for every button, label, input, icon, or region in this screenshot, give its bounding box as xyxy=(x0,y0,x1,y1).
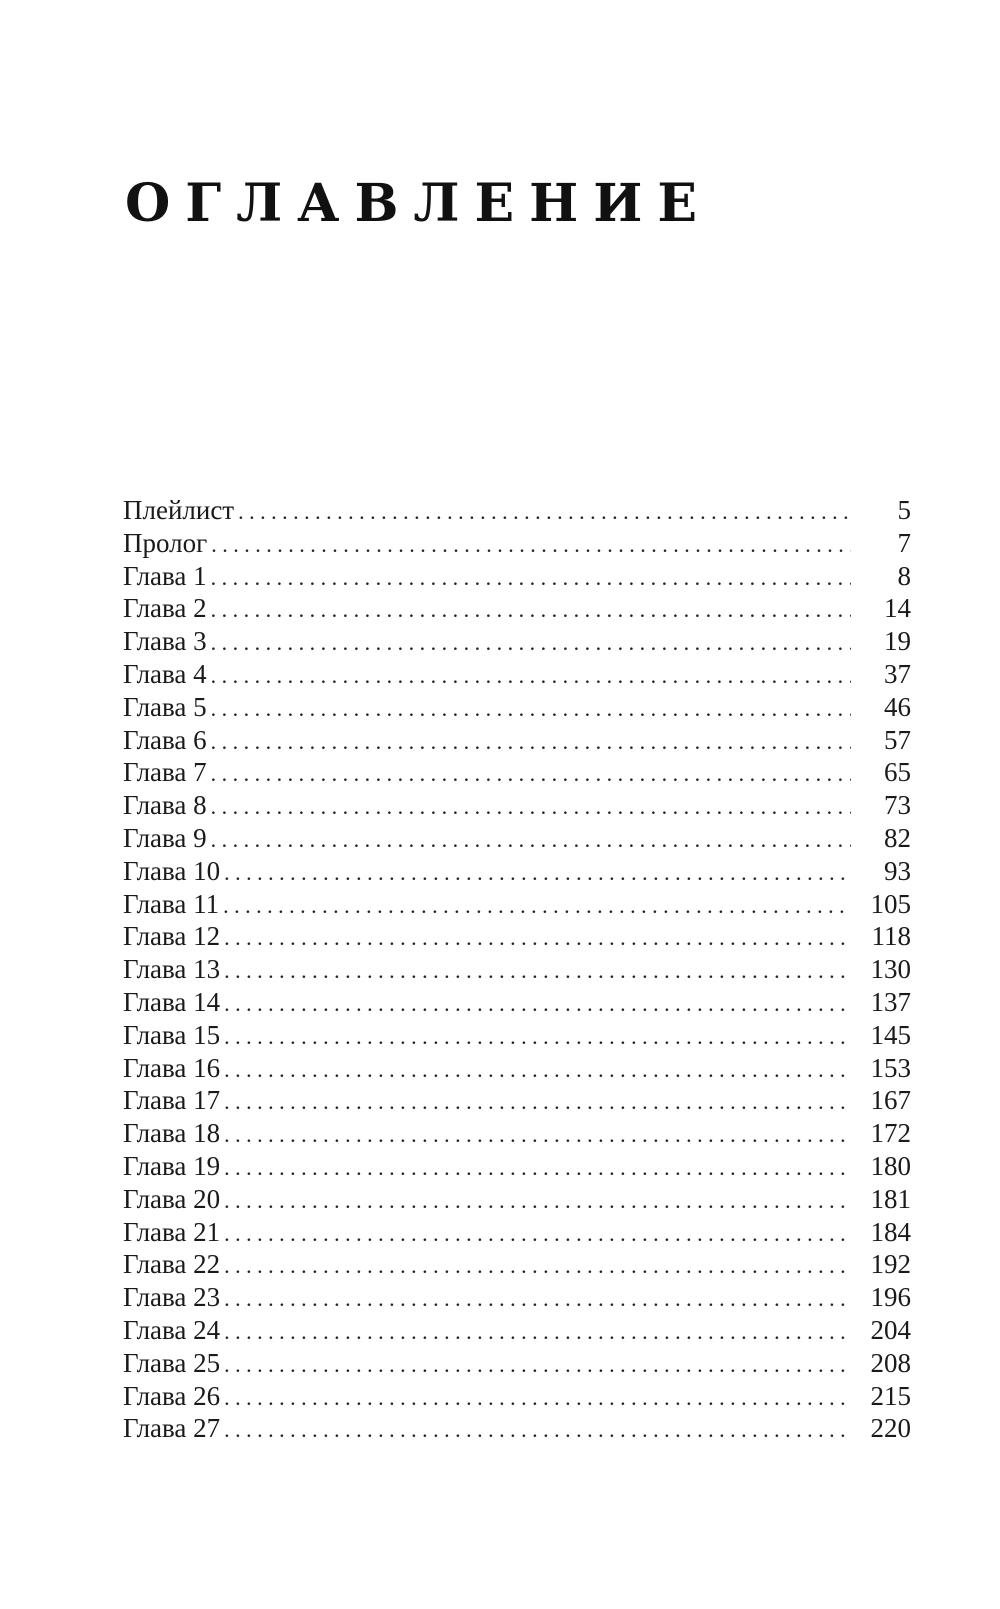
dot-leader xyxy=(224,1382,851,1415)
toc-entry-label: Глава 10 xyxy=(123,855,221,886)
toc-entry xyxy=(123,494,911,527)
toc-entry xyxy=(123,592,911,625)
toc-entry xyxy=(123,691,911,724)
toc-entry-label: Глава 6 xyxy=(123,724,207,755)
table-of-contents xyxy=(123,494,911,1445)
dot-leader xyxy=(211,693,851,726)
toc-entry-page-number: 145 xyxy=(870,1019,911,1050)
toc-entry-page-number: 220 xyxy=(870,1413,911,1444)
toc-entry-page-number: 215 xyxy=(870,1380,911,1411)
toc-entry-page-number: 82 xyxy=(884,822,911,853)
toc-entry-label: Глава 5 xyxy=(123,691,207,722)
toc-entry xyxy=(123,756,911,789)
toc-entry-page-number: 196 xyxy=(870,1282,911,1313)
dot-leader xyxy=(224,955,851,988)
toc-entry-label: Глава 27 xyxy=(123,1413,221,1444)
toc-entry xyxy=(123,1084,911,1117)
toc-entry-page-number: 153 xyxy=(870,1052,911,1083)
dot-leader xyxy=(211,726,851,759)
dot-leader xyxy=(223,890,851,923)
toc-entry xyxy=(123,888,911,921)
toc-entry-page-number: 8 xyxy=(897,560,911,591)
toc-entry-label: Глава 4 xyxy=(123,658,207,689)
toc-entry xyxy=(123,527,911,560)
toc-entry xyxy=(123,855,911,888)
toc-entry-label: Глава 20 xyxy=(123,1183,221,1214)
dot-leader xyxy=(224,1414,851,1447)
toc-entry-page-number: 184 xyxy=(870,1216,911,1247)
dot-leader xyxy=(224,1119,851,1152)
toc-entry-page-number: 46 xyxy=(884,691,911,722)
toc-entry-label: Глава 17 xyxy=(123,1085,221,1116)
dot-leader xyxy=(224,1152,851,1185)
toc-entry-page-number: 65 xyxy=(884,757,911,788)
toc-entry-page-number: 37 xyxy=(884,658,911,689)
toc-entry-label: Глава 12 xyxy=(123,921,221,952)
toc-entry-page-number: 130 xyxy=(870,954,911,985)
toc-entry xyxy=(123,658,911,691)
toc-entry xyxy=(123,1347,911,1380)
toc-entry-label: Глава 8 xyxy=(123,790,207,821)
toc-entry-label: Глава 25 xyxy=(123,1347,221,1378)
toc-entry xyxy=(123,1412,911,1445)
toc-entry-label: Глава 2 xyxy=(123,593,207,624)
toc-entry xyxy=(123,560,911,593)
toc-entry-page-number: 192 xyxy=(870,1249,911,1280)
toc-entry-label: Глава 22 xyxy=(123,1249,221,1280)
dot-leader xyxy=(211,627,851,660)
toc-entry-label: Глава 23 xyxy=(123,1282,221,1313)
dot-leader xyxy=(224,1349,851,1382)
dot-leader xyxy=(211,824,851,857)
dot-leader xyxy=(211,660,851,693)
dot-leader xyxy=(211,529,851,562)
dot-leader xyxy=(224,857,851,890)
toc-entry-label: Глава 15 xyxy=(123,1019,221,1050)
toc-entry-label: Глава 21 xyxy=(123,1216,221,1247)
toc-entry-page-number: 181 xyxy=(870,1183,911,1214)
toc-entry xyxy=(123,1314,911,1347)
toc-entry-page-number: 208 xyxy=(870,1347,911,1378)
toc-entry-page-number: 105 xyxy=(870,888,911,919)
dot-leader xyxy=(224,1283,851,1316)
toc-entry-label: Глава 26 xyxy=(123,1380,221,1411)
toc-entry xyxy=(123,986,911,1019)
toc-entry xyxy=(123,1150,911,1183)
toc-entry-page-number: 180 xyxy=(870,1150,911,1181)
dot-leader xyxy=(224,988,851,1021)
toc-entry xyxy=(123,1216,911,1249)
dot-leader xyxy=(224,1054,851,1087)
toc-entry-label: Глава 13 xyxy=(123,954,221,985)
dot-leader xyxy=(224,1185,851,1218)
dot-leader xyxy=(224,1086,851,1119)
toc-entry-page-number: 172 xyxy=(870,1118,911,1149)
dot-leader xyxy=(238,496,851,529)
toc-entry-page-number: 19 xyxy=(884,626,911,657)
toc-entry-page-number: 204 xyxy=(870,1314,911,1345)
dot-leader xyxy=(211,758,851,791)
toc-entry xyxy=(123,1019,911,1052)
dot-leader xyxy=(211,594,851,627)
page-title: ОГЛАВЛЕНИЕ xyxy=(125,173,712,234)
toc-entry-label: Глава 14 xyxy=(123,986,221,1017)
toc-entry-page-number: 167 xyxy=(870,1085,911,1116)
toc-entry-page-number: 14 xyxy=(884,593,911,624)
dot-leader xyxy=(211,562,851,595)
toc-entry xyxy=(123,724,911,757)
dot-leader xyxy=(211,791,851,824)
toc-entry-label: Глава 1 xyxy=(123,560,207,591)
toc-entry-page-number: 7 xyxy=(897,527,911,558)
toc-entry xyxy=(123,822,911,855)
toc-entry xyxy=(123,1380,911,1413)
toc-entry-page-number: 5 xyxy=(897,495,911,525)
toc-entry-page-number: 57 xyxy=(884,724,911,755)
toc-entry xyxy=(123,1183,911,1216)
toc-entry xyxy=(123,1117,911,1150)
toc-entry-label: Глава 9 xyxy=(123,822,207,853)
dot-leader xyxy=(224,1021,851,1054)
toc-entry-page-number: 93 xyxy=(884,855,911,886)
toc-entry-label: Глава 16 xyxy=(123,1052,221,1083)
dot-leader xyxy=(224,1250,851,1283)
toc-entry-label: Глава 11 xyxy=(123,888,220,919)
toc-entry-label: Глава 18 xyxy=(123,1118,221,1149)
toc-entry xyxy=(123,789,911,822)
toc-entry-label: Глава 24 xyxy=(123,1314,221,1345)
toc-entry xyxy=(123,625,911,658)
dot-leader xyxy=(224,922,851,955)
toc-entry-page-number: 137 xyxy=(870,986,911,1017)
toc-entry xyxy=(123,920,911,953)
toc-entry xyxy=(123,953,911,986)
toc-entry-label: Плейлист xyxy=(123,495,235,525)
toc-entry-label: Глава 3 xyxy=(123,626,207,657)
toc-entry-page-number: 73 xyxy=(884,790,911,821)
dot-leader xyxy=(224,1218,851,1251)
toc-entry xyxy=(123,1248,911,1281)
toc-entry xyxy=(123,1281,911,1314)
toc-entry-label: Глава 7 xyxy=(123,757,207,788)
toc-entry xyxy=(123,1052,911,1085)
dot-leader xyxy=(224,1316,851,1349)
toc-entry-label: Глава 19 xyxy=(123,1150,221,1181)
toc-entry-page-number: 118 xyxy=(871,921,911,952)
toc-entry-label: Пролог xyxy=(123,527,208,558)
